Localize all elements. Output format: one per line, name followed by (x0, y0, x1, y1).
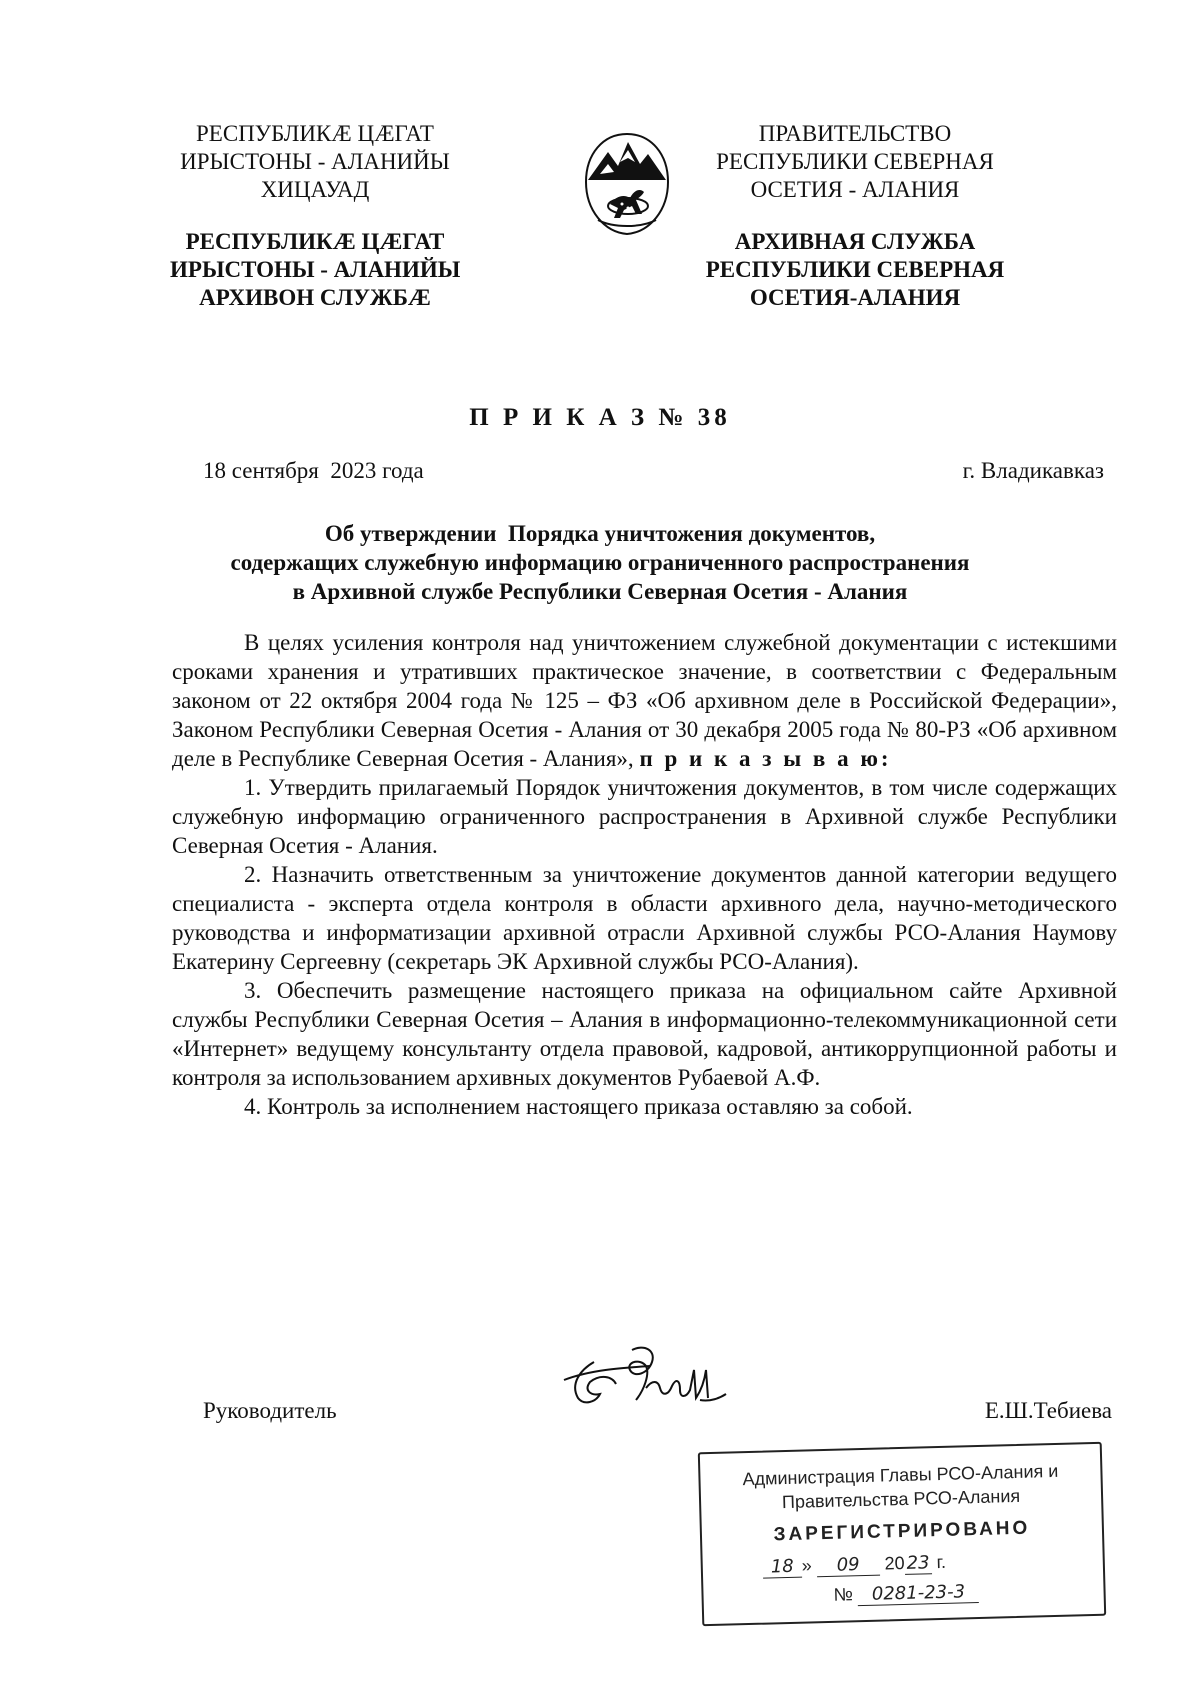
stamp-number-label: № (833, 1584, 854, 1605)
order-subject (0, 519, 1200, 606)
stamp-line: Администрация Главы РСО-Алания и (742, 1460, 1059, 1490)
header-right-government (700, 120, 1010, 204)
coat-of-arms-icon (578, 130, 676, 238)
header-line: РЕСПУБЛИКИ СЕВЕРНАЯ (716, 149, 994, 174)
header-line: ХИЦАУАД (260, 177, 370, 202)
order-title: П Р И К А З № 38 (469, 404, 731, 431)
stamp-date: 18 » 09 2023 г. (763, 1552, 947, 1578)
subject-line: в Архивной службе Республики Северная Осетия - Алания (292, 579, 908, 604)
header-line: ОСЕТИЯ-АЛАНИЯ (749, 285, 961, 310)
header-line: ПРАВИТЕЛЬСТВО (758, 121, 952, 146)
order-item: 1. Утвердить прилагаемый Порядок уничтожения документов, в том числе содержащих служебную информацию ограниченного распространения в Архивной службе Республики Северная Осетия - Алания. (172, 775, 1117, 858)
stamp-year: 23 (904, 1552, 931, 1575)
header-line: ОСЕТИЯ - АЛАНИЯ (750, 177, 960, 202)
preamble-paragraph (172, 628, 1117, 773)
stamp-number: 0281-23-3 (858, 1581, 980, 1606)
signatory-position: Руководитель (203, 1398, 337, 1423)
order-word: п р и к а з ы в а ю: (639, 746, 892, 771)
header-line: РЕСПУБЛИКӔ ЦӔГАТ (185, 229, 445, 254)
stamp-year-suffix: г. (936, 1551, 947, 1573)
header-line: ИРЫСТОНЫ - АЛАНИЙЫ (180, 149, 450, 174)
stamp-day: 18 (763, 1556, 802, 1579)
order-body (172, 628, 1117, 1121)
stamp-number-row (833, 1581, 979, 1606)
header-right-service (700, 228, 1010, 312)
header-line: АРХИВОН СЛУЖБӔ (199, 285, 431, 310)
header-line: ИРЫСТОНЫ - АЛАНИЙЫ (170, 257, 461, 282)
header-left-government (170, 120, 460, 204)
header-line: РЕСПУБЛИКИ СЕВЕРНАЯ (705, 257, 1005, 282)
signatory-name: Е.Ш.Тебиева (984, 1398, 1112, 1423)
stamp-status: ЗАРЕГИСТРИРОВАНО (773, 1517, 1031, 1546)
stamp-organization (700, 1458, 1101, 1516)
subject-line: Об утверждении Порядка уничтожения документов, (324, 521, 876, 546)
header-line: АРХИВНАЯ СЛУЖБА (734, 229, 976, 254)
order-date: 18 сентября 2023 года (203, 458, 424, 483)
stamp-month: 09 (816, 1554, 879, 1578)
preamble-text: В целях усиления контроля над уничтожением служебной документации с истекшими сроками хранения и утративших практическое значение, в соответствии с Федеральным законом от 22 октября 2004 года № 125 – ФЗ «Об архивном деле в Российской Федерации», Законом Республики Северная Осетия - Алания от 30 декабря 2005 года № 80-РЗ «Об архивном деле в Республике Северная Осетия - Алания», (172, 630, 1117, 771)
header-line: РЕСПУБЛИКӔ ЦӔГАТ (196, 121, 434, 146)
header-left-service (170, 228, 460, 312)
order-item: 4. Контроль за исполнением настоящего приказа оставляю за собой. (244, 1094, 913, 1119)
registration-stamp (698, 1442, 1106, 1627)
order-item: 2. Назначить ответственным за уничтожение документов данной категории ведущего специалиста - эксперта отдела контроля в области архивного дела, научно-методического руководства и информатизации архивной отрасли Архивной службы РСО-Алания Наумову Екатерину Сергеевну (секретарь ЭК Архивной службы РСО-Алания). (172, 862, 1117, 974)
subject-line: содержащих служебную информацию ограниченного распространения (230, 550, 970, 575)
handwritten-signature (560, 1340, 730, 1430)
order-city: г. Владикавказ (962, 458, 1104, 483)
order-item: 3. Обеспечить размещение настоящего приказа на официальном сайте Архивной службы Республики Северная Осетия – Алания в информационно-телекоммуникационной сети «Интернет» ведущему консультанту отдела правовой, кадровой, антикоррупционной работы и контроля за использованием архивных документов Рубаевой А.Ф. (172, 978, 1117, 1090)
stamp-line: Правительства РСО-Алания (781, 1485, 1021, 1513)
stamp-year-prefix: 20 (884, 1552, 905, 1574)
